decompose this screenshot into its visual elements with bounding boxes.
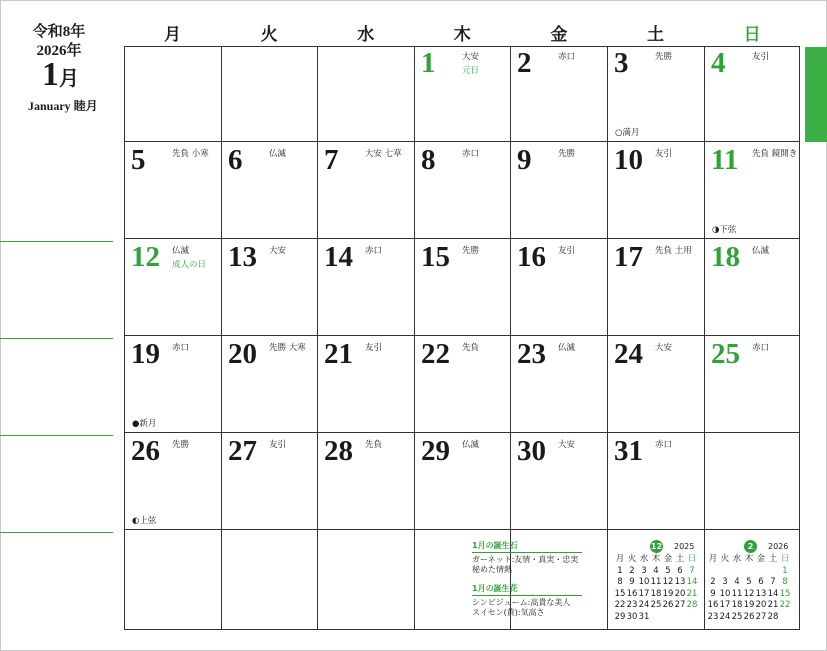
day-number: 10 [614, 144, 643, 176]
mini-day: 3 [641, 565, 647, 576]
mini-week-row [707, 589, 791, 601]
day-cell[interactable] [414, 238, 511, 335]
day-cell[interactable] [124, 44, 221, 141]
mini-day: 12 [743, 588, 755, 599]
rokuyo-label: 先負 土用 [655, 246, 692, 256]
mini-day: 27 [755, 611, 767, 622]
month-title [42, 58, 79, 96]
mini-week-row [707, 612, 791, 624]
day-number: 16 [517, 241, 546, 273]
day-cell[interactable] [317, 44, 414, 141]
mini-day: 10 [638, 577, 650, 587]
day-cell[interactable] [607, 335, 704, 432]
mini-weekday: 火 [720, 554, 730, 564]
month-number: 1 [42, 56, 59, 93]
mini-day: 6 [758, 577, 764, 587]
month-index-tab[interactable] [805, 47, 827, 142]
weekday-label: 日 [743, 25, 761, 44]
moon-phase-label: ◑下弦 [712, 225, 737, 235]
rokuyo-label: 先負 [462, 343, 480, 353]
mini-day: 5 [746, 577, 752, 587]
day-cell[interactable] [414, 141, 511, 238]
day-number: 28 [324, 435, 353, 467]
mini-day: 30 [626, 611, 638, 622]
rokuyo-label: 先負 鏡開き [752, 149, 798, 159]
day-number: 14 [324, 241, 353, 273]
day-cell[interactable] [221, 238, 318, 335]
day-cell[interactable] [704, 432, 801, 529]
day-cell[interactable] [221, 44, 318, 141]
day-number: 2 [517, 47, 532, 79]
day-number: 5 [131, 144, 146, 176]
mini-day: 23 [626, 600, 638, 610]
mini-day: 7 [689, 565, 695, 576]
mini-week-row [614, 600, 698, 612]
day-cell[interactable] [414, 44, 511, 141]
mini-day: 2 [629, 565, 635, 576]
mini-day [767, 566, 779, 578]
day-number: 12 [131, 241, 160, 273]
mini-day: 26 [743, 611, 755, 622]
birthflower-line: スイセン(黄):気高さ [472, 608, 545, 617]
day-cell[interactable] [124, 335, 221, 432]
weekday-label: 水 [357, 25, 375, 44]
weekday-label: 木 [453, 25, 471, 44]
mini-calendar-header [614, 540, 698, 554]
mini-week-row [614, 566, 698, 578]
rokuyo-label: 友引 [558, 246, 576, 256]
day-cell[interactable] [221, 432, 318, 529]
note-line [0, 241, 113, 242]
mini-day: 1 [617, 565, 623, 576]
mini-weekday: 土 [768, 554, 778, 564]
day-number: 15 [421, 241, 450, 273]
era-year: 令和8年 [32, 24, 86, 40]
note-line [0, 532, 113, 533]
rokuyo-label: 赤口 [172, 343, 190, 353]
day-cell[interactable] [414, 432, 511, 529]
mini-day: 4 [734, 577, 740, 587]
mini-day: 11 [650, 577, 662, 587]
month-subtitle [28, 97, 98, 114]
mini-day [755, 566, 767, 578]
day-cell[interactable] [607, 432, 704, 529]
day-cell[interactable] [414, 335, 511, 432]
rokuyo-label: 仏滅 [558, 343, 576, 353]
day-number: 11 [711, 144, 739, 176]
rokuyo-label: 友引 [269, 440, 287, 450]
mini-week-row [614, 589, 698, 601]
day-number: 26 [131, 435, 160, 467]
mini-day: 17 [638, 588, 650, 599]
mini-day: 22 [614, 600, 626, 610]
day-number: 22 [421, 338, 450, 370]
rokuyo-label: 赤口 [365, 246, 383, 256]
day-number: 19 [131, 338, 160, 370]
mini-weekday: 火 [627, 554, 637, 564]
rokuyo-label: 大安 [269, 246, 287, 256]
weekday-label: 火 [260, 25, 278, 44]
day-number: 21 [324, 338, 353, 370]
day-cell[interactable] [607, 141, 704, 238]
mini-day: 1 [782, 565, 788, 576]
mini-week-row [614, 612, 698, 624]
weekday-label: 土 [647, 25, 664, 44]
mini-day [779, 612, 791, 624]
mini-day: 19 [743, 600, 755, 610]
mini-calendar-header [707, 540, 791, 554]
holiday-label: 成人の日 [172, 260, 207, 270]
rokuyo-label: 仏滅 [752, 246, 770, 256]
holiday-label: 元日 [462, 66, 480, 76]
mini-day: 9 [629, 577, 635, 587]
mini-day: 16 [707, 600, 719, 610]
day-number: 25 [711, 338, 740, 370]
mini-day: 9 [710, 588, 716, 599]
mini-day: 23 [707, 611, 719, 622]
day-cell[interactable] [704, 335, 801, 432]
rokuyo-label: 大安 七草 [365, 149, 402, 159]
rokuyo-label: 先勝 [172, 440, 190, 450]
day-cell[interactable] [510, 141, 607, 238]
mini-day [674, 612, 686, 624]
day-cell[interactable] [510, 238, 607, 335]
mini-day [731, 566, 743, 578]
mini-day: 21 [686, 588, 698, 599]
mini-day [707, 566, 719, 578]
day-cell[interactable] [510, 44, 607, 141]
mini-weekday: 日 [780, 554, 790, 564]
day-cell[interactable] [704, 141, 801, 238]
mini-day: 26 [662, 600, 674, 610]
rokuyo-label: 大安 [462, 52, 480, 62]
month-english: January [28, 99, 71, 113]
month-badge: 12 [650, 542, 663, 551]
rokuyo-label: 赤口 [752, 343, 770, 353]
rokuyo-label: 仏滅 [269, 149, 287, 159]
day-number: 17 [614, 241, 643, 273]
day-number: 18 [711, 241, 740, 273]
day-cell[interactable] [221, 335, 318, 432]
mini-weekday: 月 [708, 554, 718, 564]
rokuyo-label: 赤口 [558, 52, 576, 62]
rokuyo-label: 先負 [365, 440, 383, 450]
day-number: 1 [421, 47, 436, 79]
birth-info [472, 540, 582, 626]
mini-day: 5 [665, 565, 671, 576]
day-number: 8 [421, 144, 436, 176]
mini-day: 24 [719, 611, 731, 622]
weekday-label: 月 [164, 25, 181, 44]
mini-day: 20 [674, 588, 686, 599]
mini-day: 17 [719, 600, 731, 610]
rokuyo-label: 先勝 [462, 246, 480, 256]
mini-day: 2 [710, 577, 716, 587]
mini-day: 18 [731, 600, 743, 610]
mini-calendar [707, 540, 791, 623]
day-number: 27 [228, 435, 257, 467]
day-cell[interactable] [607, 238, 704, 335]
day-cell[interactable] [124, 432, 221, 529]
rokuyo-label: 大安 [558, 440, 576, 450]
mini-week-row [707, 577, 791, 589]
mini-weekday: 金 [756, 554, 766, 564]
grid-hline [124, 529, 800, 530]
day-cell[interactable] [124, 141, 221, 238]
mini-day [743, 566, 755, 578]
day-cell[interactable] [317, 335, 414, 432]
mini-weekday-row [614, 554, 698, 566]
mini-day: 14 [686, 577, 698, 587]
rokuyo-label: 先負 小寒 [172, 149, 209, 159]
day-cell[interactable] [317, 238, 414, 335]
note-line [0, 435, 113, 436]
day-cell[interactable] [124, 238, 221, 335]
mini-day [719, 566, 731, 578]
mini-day: 31 [638, 611, 650, 622]
month-badge: 2 [744, 540, 757, 553]
mini-calendar-year: 2026 [768, 542, 789, 551]
day-number: 29 [421, 435, 450, 467]
birthstone-line: ガーネット:友情・真実・忠実 [472, 555, 579, 564]
mini-week-row [707, 566, 791, 578]
mini-week-row [707, 600, 791, 612]
rokuyo-label: 友引 [752, 52, 770, 62]
moon-phase-label: ◐上弦 [132, 516, 157, 526]
mini-week-row [614, 577, 698, 589]
mini-day: 21 [767, 600, 779, 610]
day-number: 30 [517, 435, 546, 467]
rokuyo-label: 友引 [655, 149, 673, 159]
mini-day [662, 612, 674, 624]
mini-day: 25 [650, 600, 662, 610]
mini-day: 13 [674, 577, 686, 587]
mini-weekday: 木 [651, 554, 661, 564]
rokuyo-label: 先勝 大寒 [269, 343, 306, 353]
mini-day: 6 [677, 565, 683, 576]
mini-weekday: 水 [639, 554, 649, 564]
mini-day: 28 [686, 600, 698, 610]
rokuyo-label: 赤口 [462, 149, 480, 159]
mini-day [686, 612, 698, 624]
mini-calendar [614, 540, 698, 623]
mini-weekday: 水 [732, 554, 742, 564]
day-number: 13 [228, 241, 257, 273]
mini-day: 13 [755, 588, 767, 599]
day-cell[interactable] [510, 335, 607, 432]
rokuyo-label: 赤口 [655, 440, 673, 450]
rokuyo-label: 仏滅 [462, 440, 480, 450]
mini-day: 8 [617, 577, 623, 587]
mini-day: 16 [626, 588, 638, 599]
mini-day: 22 [779, 600, 791, 610]
mini-day: 18 [650, 588, 662, 599]
mini-day: 25 [731, 611, 743, 622]
day-number: 4 [711, 47, 726, 79]
rokuyo-label: 先勝 [655, 52, 673, 62]
day-cell[interactable] [317, 432, 414, 529]
mini-weekday: 土 [675, 554, 685, 564]
mini-weekday: 木 [744, 554, 754, 564]
mini-day: 11 [731, 588, 743, 599]
day-cell[interactable] [704, 238, 801, 335]
month-sidebar [0, 0, 118, 651]
mini-day: 12 [662, 577, 674, 587]
moon-phase-label: ●新月 [132, 419, 157, 429]
mini-weekday: 金 [663, 554, 673, 564]
day-cell[interactable] [510, 432, 607, 529]
day-cell[interactable] [607, 44, 704, 141]
mini-day [650, 612, 662, 624]
day-number: 24 [614, 338, 643, 370]
rokuyo-label: 仏滅 [172, 246, 190, 256]
mini-day: 3 [722, 577, 728, 587]
day-number: 6 [228, 144, 243, 176]
mini-calendar-year: 2025 [674, 542, 695, 551]
mini-day: 14 [767, 588, 779, 599]
moon-phase-label: ○満月 [615, 128, 640, 138]
mini-day: 20 [755, 600, 767, 610]
mini-day: 15 [779, 588, 791, 599]
mini-day: 19 [662, 588, 674, 599]
rokuyo-label: 大安 [655, 343, 673, 353]
mini-day: 29 [614, 611, 626, 622]
day-number: 9 [517, 144, 532, 176]
mini-day: 8 [782, 577, 788, 587]
month-traditional: 睦月 [73, 99, 98, 113]
mini-weekday: 月 [615, 554, 625, 564]
birthflower-line: シンビジューム:高貴な美人 [472, 598, 571, 607]
day-number: 3 [614, 47, 629, 79]
day-number: 7 [324, 144, 339, 176]
mini-day: 27 [674, 600, 686, 610]
birthstone-title: 1月の誕生石 [472, 540, 582, 553]
mini-weekday: 日 [687, 554, 697, 564]
day-number: 23 [517, 338, 546, 370]
note-line [0, 338, 113, 339]
day-number: 31 [614, 435, 643, 467]
birthflower-title: 1月の誕生花 [472, 583, 582, 596]
day-cell[interactable] [317, 141, 414, 238]
rokuyo-label: 友引 [365, 343, 383, 353]
day-cell[interactable] [221, 141, 318, 238]
mini-day: 4 [653, 565, 659, 576]
mini-weekday-row [707, 554, 791, 566]
mini-day: 15 [614, 588, 626, 599]
mini-day: 24 [638, 600, 650, 610]
day-cell[interactable] [704, 44, 801, 141]
birthstone-line: 秘めた情熱 [472, 565, 512, 574]
mini-day: 7 [770, 577, 776, 587]
rokuyo-label: 先勝 [558, 149, 576, 159]
mini-day: 28 [767, 611, 779, 622]
month-kanji: 月 [59, 68, 79, 90]
day-number: 20 [228, 338, 257, 370]
gregorian-year: 2026年 [36, 43, 82, 59]
weekday-label: 金 [550, 25, 568, 44]
mini-day: 10 [719, 588, 731, 599]
